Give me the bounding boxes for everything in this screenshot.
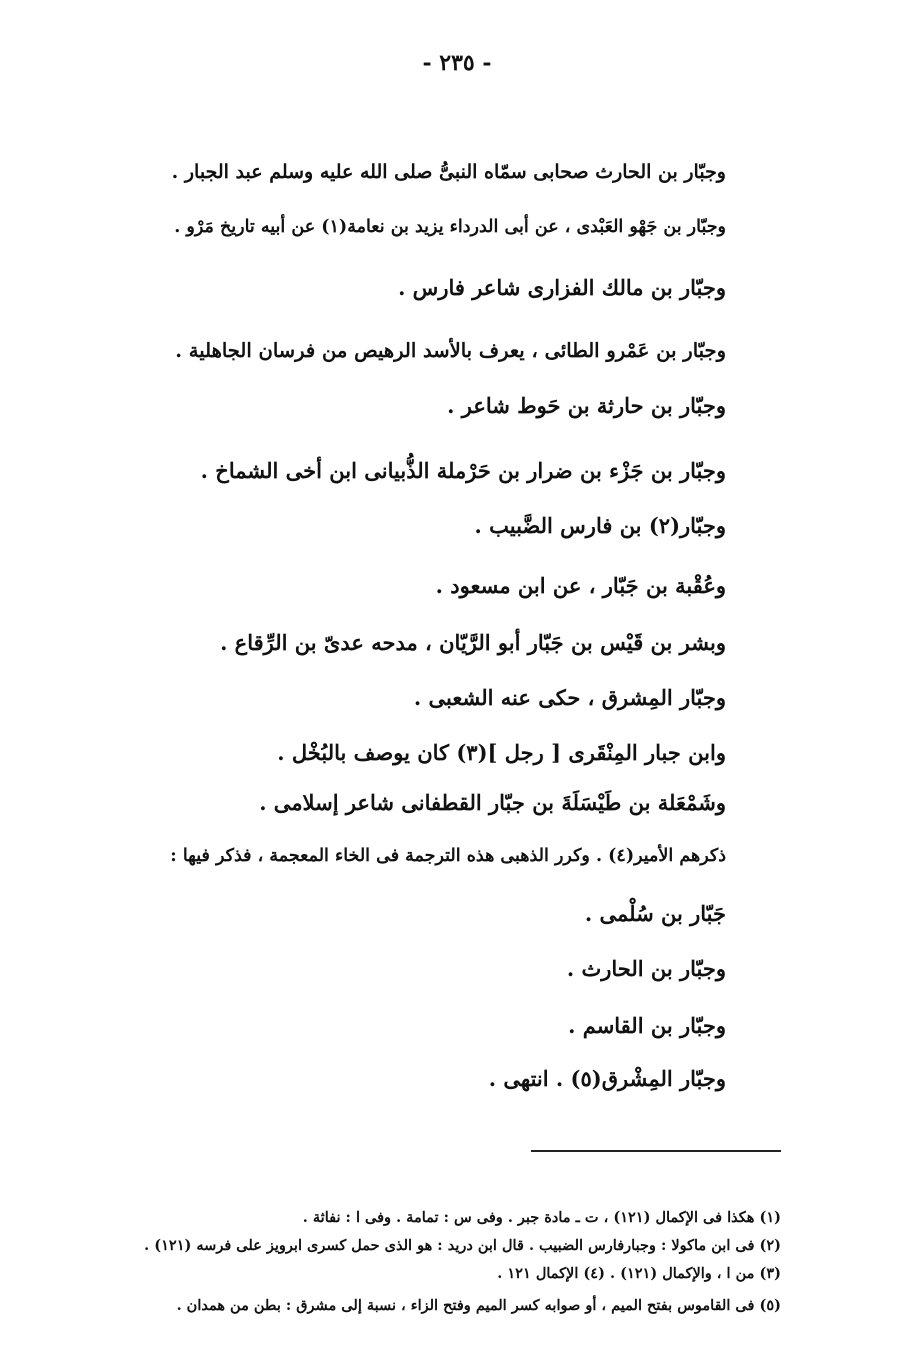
page-number: - ٢٣٥ - (422, 50, 492, 76)
footnote-1: (١) هكذا فى الإكمال (١٢١) ، ت ـ مادة جبر . وفى س : تمامة . وفى ا : نفاثة . (302, 1209, 781, 1226)
entry-line-2: وجبّار بن جَهْو العَبْدى ، عن أبى الدرداء يزيد بن نعامة(١) عن أبيه تاريخ مَرْو . (174, 217, 726, 237)
entry-line-15: وجبّار بن الحارث . (566, 956, 726, 981)
entry-line-13: ذكرهم الأمير(٤) . وكرر الذهبى هذه الترجمة فى الخاء المعجمة ، فذكر فيها : (170, 846, 726, 866)
entry-line-12: وشَمْعَلة بن طَيْسَلَةَ بن جبّار القطفانى شاعر إسلامى . (259, 790, 726, 815)
entry-line-4: وجبّار بن عَمْرو الطائى ، يعرف بالأسد الرهيص من فرسان الجاهلية . (175, 339, 726, 362)
footnote-4: (٥) فى القاموس بفتح الميم ، أو صوابه كسر الميم وفتح الزاء ، نسبة إلى مشرق : بطن من همدان . (176, 1297, 781, 1314)
entry-line-7: وجبّار(٢) بن فارس الضَّبيب . (474, 513, 726, 538)
entry-line-14: جَبّار بن سُلْمى . (584, 901, 726, 926)
footnote-3: (٣) من ا ، والإكمال (١٢١) . (٤) الإكمال ١٢١ . (497, 1265, 781, 1282)
entry-line-11: وابن جبار المِنْقَرى [ رجل ](٣) كان يوصف بالبُخْل . (277, 740, 726, 765)
entry-line-8: وعُقْبة بن جَبّار ، عن ابن مسعود . (435, 573, 726, 598)
entry-line-9: وبشر بن قَيْس بن جَبّار أبو الرَّيّان ، مدحه عدىّ بن الرِّقاع . (220, 630, 726, 655)
footnote-2: (٢) فى ابن ماكولا : وجبارفارس الضبيب . قال ابن دريد : هو الذى حمل كسرى ابرويز على فرسه (١٢١) . (144, 1237, 781, 1254)
entry-line-16: وجبّار بن القاسم . (568, 1013, 726, 1038)
footnote-divider (531, 1150, 781, 1152)
entry-line-6: وجبّار بن جَزْء بن ضرار بن حَرْملة الذُّبيانى ابن أخى الشماخ . (200, 458, 726, 483)
entry-line-3: وجبّار بن مالك الفزارى شاعر فارس . (398, 275, 726, 300)
entry-line-10: وجبّار المِشرق ، حكى عنه الشعبى . (413, 685, 726, 710)
entry-line-5: وجبّار بن حارثة بن حَوط شاعر . (447, 393, 726, 418)
entry-line-17: وجبّار المِشْرق(٥) . انتهى . (488, 1066, 726, 1091)
entry-line-1: وجبّار بن الحارث صحابى سمّاه النبىُّ صلى الله عليه وسلم عبد الجبار . (171, 161, 726, 183)
